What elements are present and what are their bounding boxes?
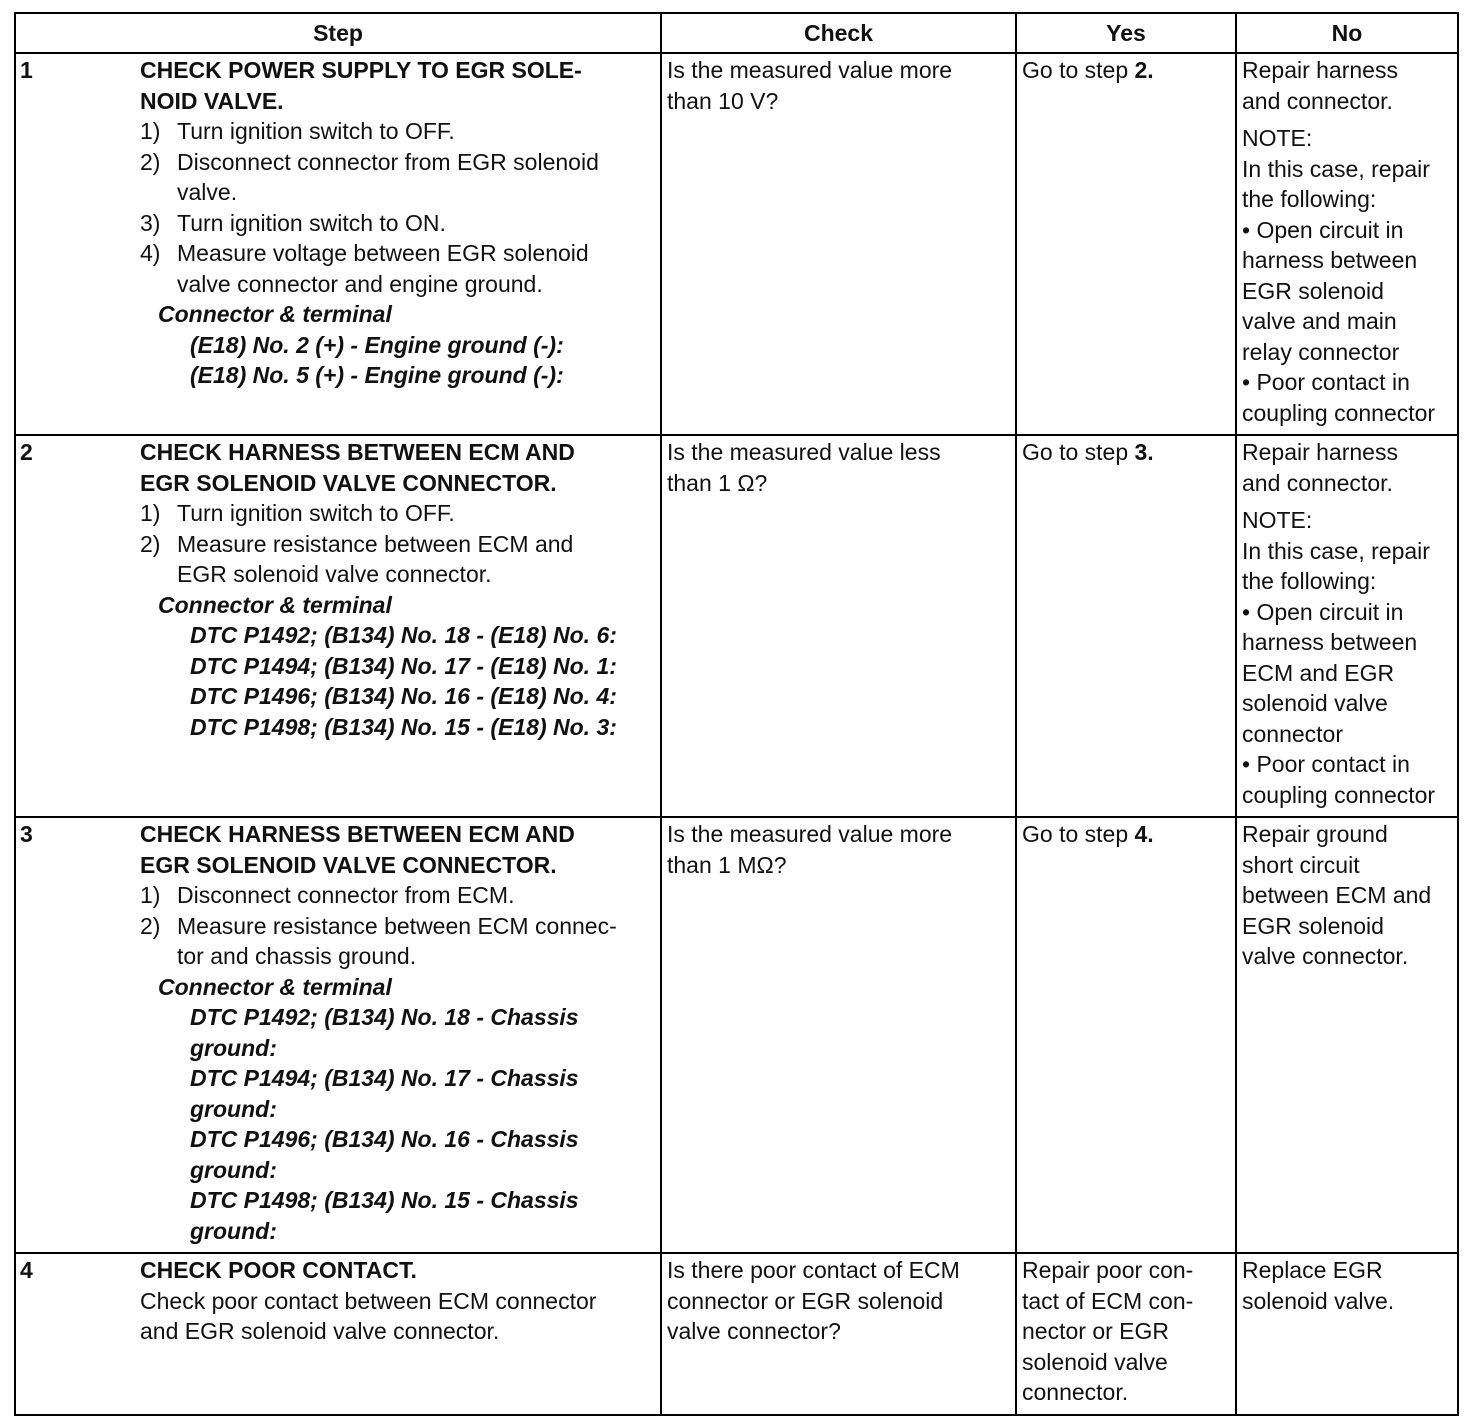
list-item — [140, 911, 656, 972]
table-row — [15, 53, 1458, 435]
connector-line: (E18) No. 5 (+) - Engine ground (-): — [190, 362, 564, 388]
list-line: Measure voltage between EGR solenoid — [177, 240, 589, 266]
bullet-line: • Poor contact in — [1242, 751, 1410, 777]
check-line: Is there poor contact of ECM — [667, 1257, 960, 1283]
bullet-line: ECM and EGR — [1242, 659, 1395, 686]
step-cell — [138, 1253, 661, 1415]
header-no: No — [1236, 13, 1458, 53]
connector-title: Connector & terminal — [158, 591, 392, 618]
list-item — [140, 880, 656, 911]
procedure-list — [140, 880, 656, 972]
procedure-list — [140, 116, 656, 299]
list-line: Turn ignition switch to OFF. — [177, 118, 455, 144]
yes-line: Repair poor con- — [1022, 1257, 1194, 1283]
list-line: Turn ignition switch to ON. — [177, 209, 446, 236]
check-line: valve connector? — [667, 1318, 841, 1344]
check-line: than 1 MΩ? — [667, 851, 787, 878]
yes-cell — [1016, 1253, 1236, 1415]
step-title-line: NOID VALVE. — [140, 87, 284, 114]
list-line: tor and chassis ground. — [177, 943, 417, 969]
no-line: short circuit — [1242, 851, 1360, 878]
list-line: Measure resistance between ECM and — [177, 530, 574, 557]
step-cell — [138, 435, 661, 817]
no-line: between ECM and — [1242, 882, 1432, 908]
step-text-line: Check poor contact between ECM connector — [140, 1287, 597, 1314]
note-label: NOTE: — [1242, 125, 1313, 151]
connector-line: DTC P1492; (B134) No. 18 - (E18) No. 6: — [190, 622, 617, 648]
step-title — [140, 819, 656, 880]
check-line: Is the measured value less — [667, 439, 941, 465]
list-marker: 4) — [140, 240, 161, 266]
step-title-line: CHECK POWER SUPPLY TO EGR SOLE- — [140, 57, 582, 83]
step-title-line: EGR SOLENOID VALVE CONNECTOR. — [140, 469, 557, 496]
list-line: Turn ignition switch to OFF. — [177, 500, 455, 526]
step-cell — [138, 53, 661, 435]
note-bullets — [1242, 215, 1453, 429]
connector-line: ground: — [190, 1095, 277, 1122]
no-cell — [1236, 817, 1458, 1253]
step-number: 1 — [15, 53, 138, 435]
header-yes: Yes — [1016, 13, 1236, 53]
table-row — [15, 817, 1458, 1253]
list-item — [140, 238, 656, 299]
yes-step-ref: 2. — [1134, 57, 1154, 83]
bullet-item — [1242, 367, 1453, 428]
step-number: 3 — [15, 817, 138, 1253]
step-cell — [138, 817, 661, 1253]
list-marker: 2) — [140, 912, 161, 939]
yes-cell — [1016, 817, 1236, 1253]
yes-cell — [1016, 435, 1236, 817]
list-item — [140, 208, 656, 239]
bullet-line: solenoid valve — [1242, 690, 1388, 716]
check-line: than 1 Ω? — [667, 469, 768, 496]
yes-step-ref: 3. — [1134, 439, 1154, 465]
bullet-line: • Open circuit in — [1242, 216, 1404, 243]
list-line: Measure resistance between ECM connec- — [177, 912, 617, 939]
no-line: Repair ground — [1242, 821, 1388, 847]
connector-line: ground: — [190, 1156, 277, 1183]
note-line: In this case, repair — [1242, 537, 1430, 564]
list-marker: 2) — [140, 148, 161, 175]
note-label: NOTE: — [1242, 507, 1313, 533]
bullet-line: • Open circuit in — [1242, 598, 1404, 625]
connector-line: DTC P1498; (B134) No. 15 - Chassis — [190, 1187, 579, 1213]
bullet-item — [1242, 749, 1453, 810]
yes-line: solenoid valve — [1022, 1348, 1168, 1375]
connector-line: ground: — [190, 1217, 277, 1244]
yes-text: Go to step — [1022, 821, 1135, 847]
connector-title: Connector & terminal — [158, 973, 392, 1000]
step-title-line: CHECK HARNESS BETWEEN ECM AND — [140, 821, 575, 847]
no-line: and connector. — [1242, 87, 1393, 114]
bullet-line: EGR solenoid — [1242, 277, 1384, 304]
bullet-line: coupling connector — [1242, 399, 1436, 426]
bullet-line: • Poor contact in — [1242, 369, 1410, 395]
connector-line: DTC P1496; (B134) No. 16 - Chassis — [190, 1126, 579, 1152]
list-line: EGR solenoid valve connector. — [177, 561, 492, 587]
diagnostic-table — [14, 12, 1459, 1416]
bullet-line: harness between — [1242, 247, 1418, 273]
step-title — [140, 1255, 656, 1286]
bullet-item — [1242, 597, 1453, 750]
check-cell — [661, 1253, 1016, 1415]
no-line: Repair harness — [1242, 57, 1398, 83]
header-step: Step — [15, 13, 661, 53]
step-number: 2 — [15, 435, 138, 817]
list-line: valve connector and engine ground. — [177, 270, 543, 297]
header-row — [15, 13, 1458, 53]
note-line: the following: — [1242, 186, 1377, 212]
list-line: Disconnect connector from EGR solenoid — [177, 148, 599, 175]
table-row — [15, 435, 1458, 817]
table-row — [15, 1253, 1458, 1415]
yes-line: tact of ECM con- — [1022, 1287, 1194, 1314]
no-line: Replace EGR — [1242, 1257, 1383, 1283]
check-line: connector or EGR solenoid — [667, 1287, 944, 1314]
list-marker: 1) — [140, 118, 161, 144]
list-item — [140, 147, 656, 208]
note-line: the following: — [1242, 568, 1377, 594]
connector-line: DTC P1496; (B134) No. 16 - (E18) No. 4: — [190, 683, 617, 709]
check-cell — [661, 435, 1016, 817]
check-line: than 10 V? — [667, 87, 779, 114]
no-line: Repair harness — [1242, 439, 1398, 465]
bullet-line: harness between — [1242, 629, 1418, 655]
yes-step-ref: 4. — [1134, 821, 1154, 847]
bullet-line: valve and main — [1242, 308, 1397, 334]
connector-line: (E18) No. 2 (+) - Engine ground (-): — [190, 331, 564, 358]
list-marker: 1) — [140, 882, 161, 908]
yes-line: connector. — [1022, 1379, 1129, 1405]
no-line: and connector. — [1242, 469, 1393, 496]
bullet-item — [1242, 215, 1453, 368]
no-line: EGR solenoid — [1242, 912, 1384, 939]
list-marker: 2) — [140, 530, 161, 557]
yes-text: Go to step — [1022, 439, 1135, 465]
check-line: Is the measured value more — [667, 821, 953, 847]
no-cell — [1236, 1253, 1458, 1415]
step-title-line: CHECK HARNESS BETWEEN ECM AND — [140, 439, 575, 465]
list-marker: 1) — [140, 500, 161, 526]
bullet-line: relay connector — [1242, 338, 1400, 365]
connector-line: DTC P1498; (B134) No. 15 - (E18) No. 3: — [190, 713, 617, 740]
check-line: Is the measured value more — [667, 57, 953, 83]
connector-line: ground: — [190, 1034, 277, 1061]
note-bullets — [1242, 597, 1453, 811]
list-marker: 3) — [140, 209, 161, 236]
yes-text: Go to step — [1022, 57, 1135, 83]
procedure-list — [140, 498, 656, 590]
step-title — [140, 55, 656, 116]
check-cell — [661, 817, 1016, 1253]
no-line: valve connector. — [1242, 943, 1409, 969]
note-line: In this case, repair — [1242, 155, 1430, 182]
step-text-line: and EGR solenoid valve connector. — [140, 1318, 500, 1344]
list-line: valve. — [177, 179, 238, 205]
no-line: solenoid valve. — [1242, 1287, 1395, 1314]
list-item — [140, 529, 656, 590]
yes-line: nector or EGR — [1022, 1318, 1169, 1344]
list-item — [140, 498, 656, 529]
list-item — [140, 116, 656, 147]
bullet-line: coupling connector — [1242, 781, 1436, 808]
check-cell — [661, 53, 1016, 435]
connector-line: DTC P1494; (B134) No. 17 - Chassis — [190, 1065, 579, 1091]
connector-line: DTC P1494; (B134) No. 17 - (E18) No. 1: — [190, 652, 617, 679]
no-cell — [1236, 435, 1458, 817]
step-title — [140, 437, 656, 498]
step-title-line: EGR SOLENOID VALVE CONNECTOR. — [140, 851, 557, 878]
step-title-line: CHECK POOR CONTACT. — [140, 1257, 417, 1283]
no-cell — [1236, 53, 1458, 435]
step-number: 4 — [15, 1253, 138, 1415]
list-line: Disconnect connector from ECM. — [177, 882, 515, 908]
header-check: Check — [661, 13, 1016, 53]
bullet-line: connector — [1242, 720, 1344, 747]
connector-line: DTC P1492; (B134) No. 18 - Chassis — [190, 1004, 579, 1030]
connector-title: Connector & terminal — [158, 301, 392, 327]
yes-cell — [1016, 53, 1236, 435]
